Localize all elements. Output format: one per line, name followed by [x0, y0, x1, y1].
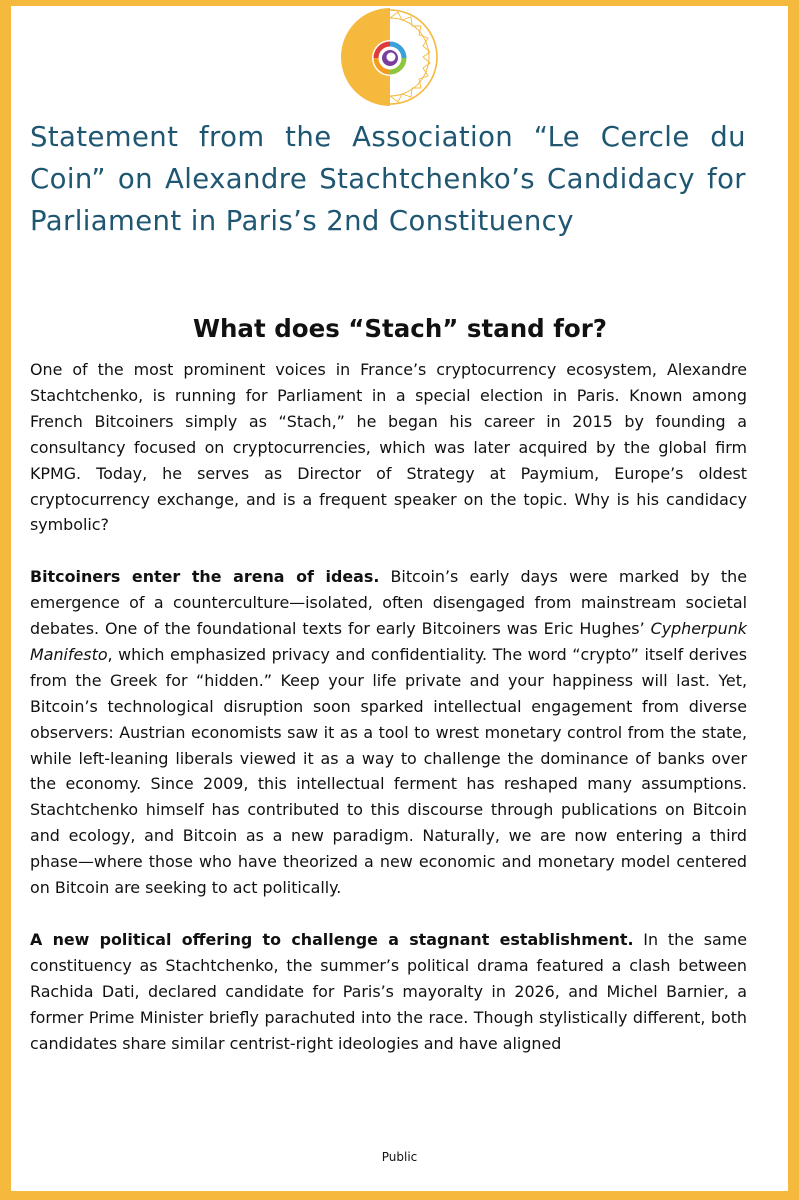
body-paragraph: [30, 357, 747, 538]
italic-title: Cypherpunk Manifesto: [30, 619, 747, 664]
body-paragraph: [30, 927, 747, 1057]
footer-classification-label: Public: [381, 1150, 418, 1164]
paragraph-lead: A new political offering to challenge a stagnant establishment.: [30, 929, 634, 949]
cercle-du-coin-logo-icon: [338, 6, 442, 108]
paragraph-lead: Bitcoiners enter the arena of ideas.: [30, 567, 380, 587]
body-text: [30, 357, 747, 1082]
paragraph-text: Bitcoin’s early days were marked by the emergence of a counterculture—isolated, often disengaged from mainstream societal debates. One of the foundational texts for early Bitcoiners was Eric Hughes’: [30, 567, 748, 639]
body-paragraph: [30, 564, 747, 901]
paragraph-text: One of the most prominent voices in France’s cryptocurrency ecosystem, Alexandre Stachtchenko, is running for Parliament in a special election in Paris. Known among French Bitcoiners simply as “Stach,” he began his career in 2015 by founding a consultancy focused on cryptocurrencies, which was later acquired by the global firm KPMG. Today, he serves as Director of Strategy at Paymium, Europe’s oldest cryptocurrency exchange, and is a frequent speaker on the topic. Why is his candidacy symbolic?: [30, 360, 747, 535]
paragraph-text: In the same constituency as Stachtchenko, the summer’s political drama featured a clash between Rachida Dati, declared candidate for Paris’s mayoralty in 2026, and Michel Barnier, a former Prime Minister briefly parachuted into the race. Though stylistically different, both candidates share similar centrist-right ideologies and have aligned: [30, 929, 747, 1053]
document-title: Statement from the Association “Le Cercle du Coin” on Alexandre Stachtchenko’s Candidacy for Parliament in Paris’s 2nd Constituency: [30, 121, 746, 237]
paragraph-text: , which emphasized privacy and confidentiality. The word “crypto” itself derives from the Greek for “hidden.” Keep your life private and your happiness will last. Yet, Bitcoin’s technological disruption soon sparked intellectual engagement from diverse observers: Austrian economists saw it as a tool to wrest monetary control from the state, while left-leaning liberals viewed it as a way to challenge the dominance of banks over the economy. Since 2009, this intellectual ferment has reshaped many assumptions. Stachtchenko himself has contributed to this discourse through publications on Bitcoin and ecology, and Bitcoin as a new paradigm. Naturally, we are now entering a third phase—where those who have theorized a new economic and monetary model centered on Bitcoin are seeking to act politically.: [30, 644, 747, 898]
section-heading: What does “Stach” stand for?: [192, 314, 608, 343]
